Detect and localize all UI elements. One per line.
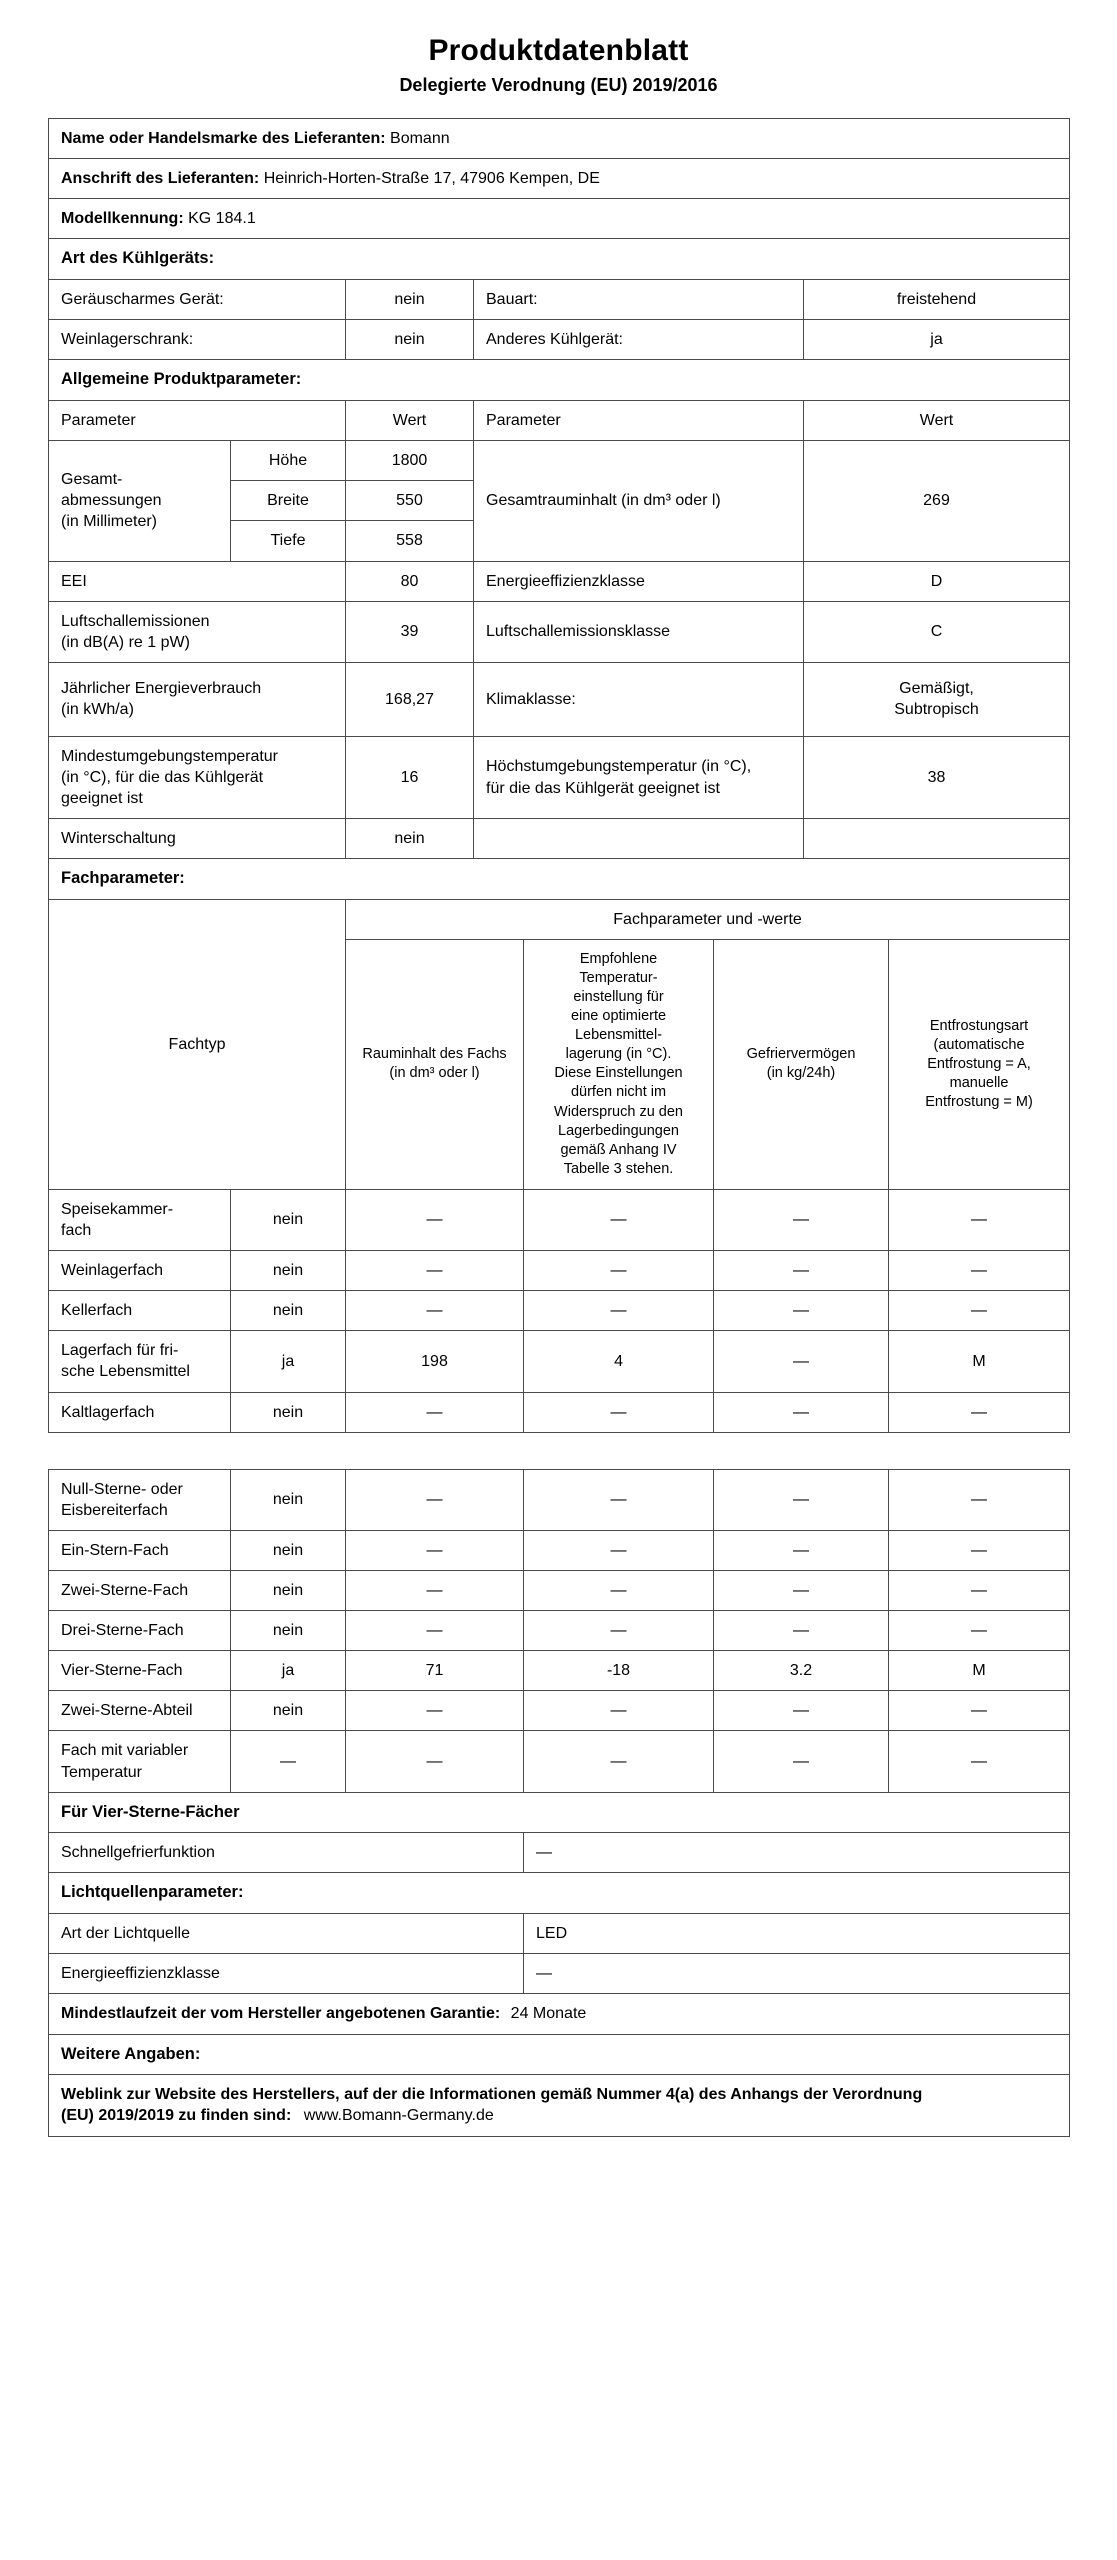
compartment-defrost-type: M — [889, 1651, 1070, 1691]
compartment-present: nein — [231, 1469, 346, 1530]
compartment-freezing-capacity: — — [714, 1570, 889, 1610]
four-star-section-label: Für Vier-Sterne-Fächer — [49, 1792, 1070, 1833]
table-row — [49, 1651, 1070, 1691]
section-header-further-info — [49, 2034, 1070, 2075]
compartment-present: nein — [231, 1530, 346, 1570]
defrost-header-l2: (automatische — [933, 1036, 1025, 1053]
wine-cabinet-value: nein — [346, 320, 474, 360]
compartment-name: Drei-Sterne-Fach — [49, 1611, 231, 1651]
table-row — [49, 1691, 1070, 1731]
table-row-dimension-height — [49, 441, 1070, 481]
noise-emission-value: 39 — [346, 601, 474, 662]
compartment-volume-header — [346, 939, 524, 1189]
weblink-text-line1: Weblink zur Website des Herstellers, auf der die Informationen gemäß Nummer 4(a) des Anhangs der Verordnung — [61, 2086, 923, 2104]
compartment-defrost-type: — — [889, 1251, 1070, 1291]
table-row — [49, 1392, 1070, 1432]
table-row-model — [49, 199, 1070, 239]
climate-class-label: Klimaklasse: — [474, 662, 804, 736]
compartment-defrost-type-header — [889, 939, 1070, 1189]
supplier-address-label: Anschrift des Lieferanten: — [61, 170, 260, 188]
winter-setting-label: Winterschaltung — [49, 819, 346, 859]
warranty-cell — [49, 1994, 1070, 2034]
table-row — [49, 1570, 1070, 1610]
compartment-temperature: 4 — [524, 1331, 714, 1392]
noise-class-label: Luftschallemissionsklasse — [474, 601, 804, 662]
general-header-parameter-2: Parameter — [474, 401, 804, 441]
section-header-compartment-parameters — [49, 859, 1070, 900]
overall-dimensions-line3: (in Millimeter) — [61, 513, 157, 531]
eei-label: EEI — [49, 561, 346, 601]
annual-energy-label — [49, 662, 346, 736]
general-parameters-section-label: Allgemeine Produktparameter: — [49, 360, 1070, 401]
overall-dimensions-line1: Gesamt- — [61, 471, 123, 489]
climate-class-line2: Subtropisch — [894, 701, 979, 719]
other-refrigeration-value: ja — [804, 320, 1070, 360]
weblink-cell — [49, 2075, 1070, 2136]
compartment-defrost-type: — — [889, 1291, 1070, 1331]
compartment-temperature: — — [524, 1570, 714, 1610]
noise-emission-line2: (in dB(A) re 1 pW) — [61, 633, 190, 651]
table-row — [49, 1291, 1070, 1331]
temp-header-l6: lagerung (in °C). — [565, 1046, 672, 1063]
fast-freeze-value: — — [524, 1833, 1070, 1873]
table-row-warranty — [49, 1994, 1070, 2034]
compartment-defrost-type: — — [889, 1189, 1070, 1250]
overall-dimensions-line2: abmessungen — [61, 492, 162, 510]
compartment-freezing-capacity: 3.2 — [714, 1651, 889, 1691]
compartment-name-line2: Eisbereiterfach — [61, 1501, 168, 1519]
dimension-height-label: Höhe — [231, 441, 346, 481]
compartment-defrost-type: — — [889, 1530, 1070, 1570]
compartment-name: Ein-Stern-Fach — [49, 1530, 231, 1570]
fast-freeze-label: Schnellgefrierfunktion — [49, 1833, 524, 1873]
compartment-volume: — — [346, 1189, 524, 1250]
compartment-group-header-row — [49, 899, 1070, 939]
table-row — [49, 1189, 1070, 1250]
compartment-volume: 198 — [346, 1331, 524, 1392]
max-ambient-label — [474, 736, 804, 818]
light-source-section-label: Lichtquellenparameter: — [49, 1873, 1070, 1914]
defrost-header-l5: Entfrostung = M) — [925, 1094, 1033, 1111]
compartment-values-header: Fachparameter und -werte — [346, 899, 1070, 939]
total-volume-value: 269 — [804, 441, 1070, 561]
compartment-defrost-type: — — [889, 1731, 1070, 1792]
compartment-defrost-type: — — [889, 1469, 1070, 1530]
dimension-depth-label: Tiefe — [231, 521, 346, 561]
supplier-and-general-table — [48, 118, 1070, 900]
compartment-present: nein — [231, 1570, 346, 1610]
temp-header-l2: Temperatur- — [579, 969, 658, 986]
supplier-name-cell — [49, 119, 1070, 159]
table-row — [49, 1611, 1070, 1651]
table-header-general — [49, 401, 1070, 441]
table-row-min-ambient — [49, 736, 1070, 818]
page-subtitle: Delegierte Verodnung (EU) 2019/2016 — [399, 75, 718, 95]
compartment-volume: — — [346, 1530, 524, 1570]
table-row — [49, 1469, 1070, 1530]
noise-class-value: C — [804, 601, 1070, 662]
compartment-temperature: — — [524, 1731, 714, 1792]
compartment-name: Kellerfach — [49, 1291, 231, 1331]
min-ambient-label — [49, 736, 346, 818]
general-header-value: Wert — [346, 401, 474, 441]
min-ambient-line2: (in °C), für die das Kühlgerät — [61, 768, 264, 786]
defrost-header-l4: manuelle — [949, 1074, 1009, 1091]
compartment-defrost-type: — — [889, 1691, 1070, 1731]
compartment-freezing-capacity: — — [714, 1291, 889, 1331]
defrost-header-l1: Entfrostungsart — [929, 1017, 1029, 1034]
compartment-freezing-capacity: — — [714, 1731, 889, 1792]
low-noise-label: Geräuscharmes Gerät: — [49, 280, 346, 320]
compartment-volume: — — [346, 1731, 524, 1792]
compartment-present: nein — [231, 1189, 346, 1250]
compartment-freezing-capacity: — — [714, 1469, 889, 1530]
compartment-temperature: — — [524, 1530, 714, 1570]
table-row-noise — [49, 601, 1070, 662]
table-row — [49, 1530, 1070, 1570]
section-header-four-star — [49, 1792, 1070, 1833]
compartment-defrost-type: — — [889, 1392, 1070, 1432]
light-energy-class-value: — — [524, 1954, 1070, 1994]
model-value: KG 184.1 — [188, 210, 256, 228]
compartment-name — [49, 1469, 231, 1530]
table-row-fast-freeze — [49, 1833, 1070, 1873]
page-title: Produktdatenblatt — [428, 34, 689, 67]
compartment-freezing-capacity: — — [714, 1691, 889, 1731]
table-row-light-energy-class — [49, 1954, 1070, 1994]
appliance-type-section-label: Art des Kühlgeräts: — [49, 239, 1070, 280]
compartment-name: Kaltlagerfach — [49, 1392, 231, 1432]
compartment-name — [49, 1331, 231, 1392]
compartment-freezing-capacity-header — [714, 939, 889, 1189]
compartment-present: ja — [231, 1331, 346, 1392]
light-energy-class-label: Energieeffizienzklasse — [49, 1954, 524, 1994]
compartment-name-line1: Lagerfach für fri- — [61, 1342, 179, 1360]
section-header-light-source — [49, 1873, 1070, 1914]
max-ambient-line2: für die das Kühlgerät geeignet ist — [486, 779, 720, 797]
compartment-temperature: — — [524, 1392, 714, 1432]
max-ambient-value: 38 — [804, 736, 1070, 818]
winter-setting-empty-label — [474, 819, 804, 859]
compartment-freezing-capacity: — — [714, 1331, 889, 1392]
model-label: Modellkennung: — [61, 210, 184, 228]
compartment-volume: — — [346, 1291, 524, 1331]
table-row-eei — [49, 561, 1070, 601]
page-break-gap — [48, 1433, 1069, 1469]
freeze-header-l1: Gefriervermögen — [746, 1046, 856, 1063]
compartment-temperature: — — [524, 1611, 714, 1651]
compartment-volume-header-line2: (in dm³ oder l) — [389, 1065, 480, 1082]
compartment-name — [49, 1731, 231, 1792]
compartment-name: Zwei-Sterne-Fach — [49, 1570, 231, 1610]
climate-class-line1: Gemäßigt, — [899, 680, 974, 698]
dimension-depth-value: 558 — [346, 521, 474, 561]
light-source-type-label: Art der Lichtquelle — [49, 1914, 524, 1954]
defrost-header-l3: Entfrostung = A, — [927, 1055, 1031, 1072]
weblink-text-line2: (EU) 2019/2019 zu finden sind: — [61, 2107, 292, 2125]
compartment-name-line2: Temperatur — [61, 1763, 142, 1781]
wine-cabinet-label: Weinlagerschrank: — [49, 320, 346, 360]
winter-setting-value: nein — [346, 819, 474, 859]
dimension-width-value: 550 — [346, 481, 474, 521]
compartment-present: ja — [231, 1651, 346, 1691]
temp-header-l4: eine optimierte — [570, 1007, 667, 1024]
annual-energy-line1: Jährlicher Energieverbrauch — [61, 680, 262, 698]
table-row-low-noise — [49, 280, 1070, 320]
compartment-name-line2: sche Lebensmittel — [61, 1363, 190, 1381]
compartment-present: nein — [231, 1392, 346, 1432]
min-ambient-line1: Mindestumgebungstemperatur — [61, 747, 279, 765]
manufacturer-website-url[interactable]: www.Bomann-Germany.de — [303, 2107, 494, 2125]
compartment-present: nein — [231, 1611, 346, 1651]
compartment-table-group-1 — [48, 899, 1070, 1433]
compartment-section-label: Fachparameter: — [49, 859, 1070, 900]
general-header-value-2: Wert — [804, 401, 1070, 441]
construction-type-value: freistehend — [804, 280, 1070, 320]
compartment-name-line1: Speisekammer- — [61, 1200, 174, 1218]
energy-class-label: Energieeffizienzklasse — [474, 561, 804, 601]
table-row — [49, 1731, 1070, 1792]
compartment-present: — — [231, 1731, 346, 1792]
low-noise-value: nein — [346, 280, 474, 320]
compartment-freezing-capacity: — — [714, 1611, 889, 1651]
compartment-present: nein — [231, 1251, 346, 1291]
compartment-present: nein — [231, 1291, 346, 1331]
noise-emission-label — [49, 601, 346, 662]
light-source-type-value: LED — [524, 1914, 1070, 1954]
temp-header-l1: Empfohlene — [579, 950, 658, 967]
table-row-winter-setting — [49, 819, 1070, 859]
dimension-height-value: 1800 — [346, 441, 474, 481]
compartment-present: nein — [231, 1691, 346, 1731]
compartment-name: Vier-Sterne-Fach — [49, 1651, 231, 1691]
table-row-supplier-address — [49, 159, 1070, 199]
supplier-name-value: Bomann — [390, 130, 450, 147]
compartment-volume: 71 — [346, 1651, 524, 1691]
freeze-header-l2: (in kg/24h) — [766, 1065, 836, 1082]
temp-header-l11: gemäß Anhang IV — [560, 1141, 677, 1158]
eei-value: 80 — [346, 561, 474, 601]
warranty-value: 24 Monate — [510, 2005, 587, 2023]
max-ambient-line1: Höchstumgebungstemperatur (in °C), — [486, 758, 752, 776]
temp-header-l7: Diese Einstellungen — [554, 1065, 683, 1082]
compartment-volume: — — [346, 1691, 524, 1731]
supplier-address-cell — [49, 159, 1070, 199]
min-ambient-line3: geeignet ist — [61, 790, 143, 808]
compartment-freezing-capacity: — — [714, 1251, 889, 1291]
compartment-volume-header-line1: Rauminhalt des Fachs — [362, 1046, 507, 1063]
temp-header-l9: Widerspruch zu den — [554, 1103, 683, 1120]
temp-header-l5: Lebensmittel- — [574, 1027, 663, 1044]
compartment-temperature-header — [524, 939, 714, 1189]
compartment-name: Weinlagerfach — [49, 1251, 231, 1291]
warranty-label: Mindestlaufzeit der vom Hersteller angebotenen Garantie: — [61, 2005, 501, 2023]
compartment-temperature: — — [524, 1189, 714, 1250]
compartment-volume: — — [346, 1570, 524, 1610]
temp-header-l10: Lagerbedingungen — [558, 1122, 679, 1139]
general-header-parameter: Parameter — [49, 401, 346, 441]
temp-header-l8: dürfen nicht im — [570, 1084, 667, 1101]
compartment-temperature: — — [524, 1251, 714, 1291]
compartment-volume: — — [346, 1469, 524, 1530]
supplier-address-value: Heinrich-Horten-Straße 17, 47906 Kempen, DE — [263, 170, 600, 188]
compartment-freezing-capacity: — — [714, 1392, 889, 1432]
total-volume-label: Gesamtrauminhalt (in dm³ oder l) — [474, 441, 804, 561]
compartment-defrost-type: — — [889, 1611, 1070, 1651]
climate-class-value — [804, 662, 1070, 736]
other-refrigeration-label: Anderes Kühlgerät: — [474, 320, 804, 360]
table-row-weblink — [49, 2075, 1070, 2136]
compartment-name — [49, 1189, 231, 1250]
compartment-name-line1: Fach mit variabler — [61, 1742, 189, 1760]
compartment-defrost-type: — — [889, 1570, 1070, 1610]
temp-header-l3: einstellung für — [573, 988, 664, 1005]
further-info-section-label: Weitere Angaben: — [49, 2034, 1070, 2075]
temp-header-l12: Tabelle 3 stehen. — [563, 1160, 674, 1177]
compartment-type-header: Fachtyp — [49, 899, 346, 1189]
noise-emission-line1: Luftschallemissionen — [61, 612, 210, 630]
dimension-width-label: Breite — [231, 481, 346, 521]
supplier-name-label: Name oder Handelsmarke des Lieferanten: — [61, 130, 386, 147]
table-row — [49, 1251, 1070, 1291]
compartment-defrost-type: M — [889, 1331, 1070, 1392]
compartment-temperature: — — [524, 1291, 714, 1331]
compartment-freezing-capacity: — — [714, 1530, 889, 1570]
compartment-table-group-2 — [48, 1469, 1070, 2137]
compartment-temperature: — — [524, 1469, 714, 1530]
min-ambient-value: 16 — [346, 736, 474, 818]
energy-class-value: D — [804, 561, 1070, 601]
table-row-wine-cabinet — [49, 320, 1070, 360]
model-cell — [49, 199, 1070, 239]
compartment-freezing-capacity: — — [714, 1189, 889, 1250]
compartment-volume: — — [346, 1611, 524, 1651]
compartment-name: Zwei-Sterne-Abteil — [49, 1691, 231, 1731]
compartment-temperature: — — [524, 1691, 714, 1731]
winter-setting-empty-value — [804, 819, 1070, 859]
overall-dimensions-label — [49, 441, 231, 561]
section-header-appliance-type — [49, 239, 1070, 280]
table-row-supplier-name — [49, 119, 1070, 159]
compartment-temperature: -18 — [524, 1651, 714, 1691]
table-row-light-type — [49, 1914, 1070, 1954]
table-row — [49, 1331, 1070, 1392]
annual-energy-line2: (in kWh/a) — [61, 701, 134, 719]
construction-type-label: Bauart: — [474, 280, 804, 320]
annual-energy-value: 168,27 — [346, 662, 474, 736]
compartment-volume: — — [346, 1392, 524, 1432]
section-header-general-parameters — [49, 360, 1070, 401]
compartment-name-line2: fach — [61, 1221, 92, 1239]
table-row-annual-energy — [49, 662, 1070, 736]
compartment-volume: — — [346, 1251, 524, 1291]
compartment-name-line1: Null-Sterne- oder — [61, 1480, 183, 1498]
